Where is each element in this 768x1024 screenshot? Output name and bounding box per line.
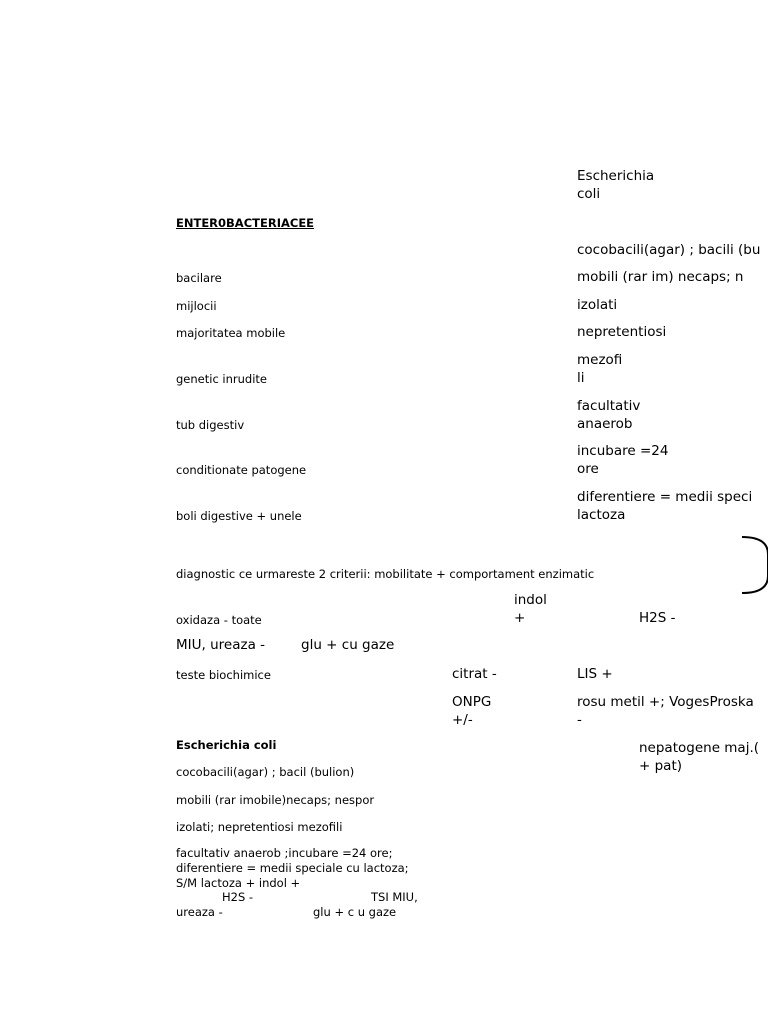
summary-line8: TSI MIU,: [371, 890, 418, 904]
left-conditionate: conditionate patogene: [176, 463, 307, 477]
left-miu: MIU, ureaza -: [176, 637, 266, 653]
summary-line10: glu + c u gaze: [313, 905, 397, 919]
summary-line3: izolati; nepretentiosi mezofili: [176, 820, 343, 834]
summary-line6: S/M lactoza + indol +: [176, 876, 301, 890]
right-mezofili-line1: mezofi: [577, 352, 623, 368]
right-title-line2: coli: [577, 186, 601, 202]
right-diferentiere-line1: diferentiere = medii speci: [577, 489, 753, 505]
right-title-line1: Escherichia: [577, 168, 655, 184]
left-teste: teste biochimice: [176, 668, 271, 682]
mid-indol-line2: +: [514, 610, 526, 626]
summary-line2: mobili (rar imobile)necaps; nespor: [176, 793, 375, 807]
summary-line7: H2S -: [222, 890, 254, 904]
summary-line9: ureaza -: [176, 905, 223, 919]
right-facultativ-line2: anaerob: [577, 416, 633, 432]
mid-nepatogene-line2: + pat): [639, 758, 683, 774]
summary-line5: diferentiere = medii speciale cu lactoza;: [176, 861, 409, 875]
left-boli: boli digestive + unele: [176, 509, 302, 523]
left-genetic: genetic inrudite: [176, 372, 268, 386]
section-heading: ENTER0BACTERIACEE: [176, 216, 315, 230]
mid-nepatogene-line1: nepatogene maj.(: [639, 740, 760, 756]
mid-indol-line1: indol: [514, 592, 547, 608]
left-bacilare: bacilare: [176, 271, 222, 285]
right-mezofili-line2: li: [577, 370, 585, 386]
right-incubare-line1: incubare =24: [577, 443, 669, 459]
right-facultativ-line1: facultativ: [577, 398, 641, 414]
mid-onpg-line2: +/-: [452, 712, 473, 728]
right-mobili: mobili (rar im) necaps; n: [577, 269, 744, 285]
summary-line1: cocobacili(agar) ; bacil (bulion): [176, 765, 355, 779]
right-diferentiere-line2: lactoza: [577, 507, 626, 523]
bracket-shape: [740, 534, 768, 596]
left-tub-digestiv: tub digestiv: [176, 418, 245, 432]
right-izolati: izolati: [577, 297, 618, 313]
left-oxidaza: oxidaza - toate: [176, 613, 262, 627]
mid-h2s: H2S -: [639, 610, 676, 626]
summary-title: Escherichia coli: [176, 738, 277, 752]
left-glu: glu + cu gaze: [301, 637, 395, 653]
mid-lis: LIS +: [577, 666, 613, 682]
left-majoritatea: majoritatea mobile: [176, 326, 286, 340]
summary-line4: facultativ anaerob ;incubare =24 ore;: [176, 846, 393, 860]
left-diagnostic: diagnostic ce urmareste 2 criterii: mobilitate + comportament enzimatic: [176, 567, 595, 581]
mid-onpg-line1: ONPG: [452, 694, 492, 710]
right-nepretentiosi: nepretentiosi: [577, 324, 667, 340]
mid-rosu-line1: rosu metil +; VogesProska: [577, 694, 754, 710]
right-cocobacili: cocobacili(agar) ; bacili (bu: [577, 242, 761, 258]
mid-rosu-line2: -: [577, 712, 582, 728]
left-mijlocii: mijlocii: [176, 299, 217, 313]
right-incubare-line2: ore: [577, 461, 599, 477]
mid-citrat: citrat -: [452, 666, 497, 682]
